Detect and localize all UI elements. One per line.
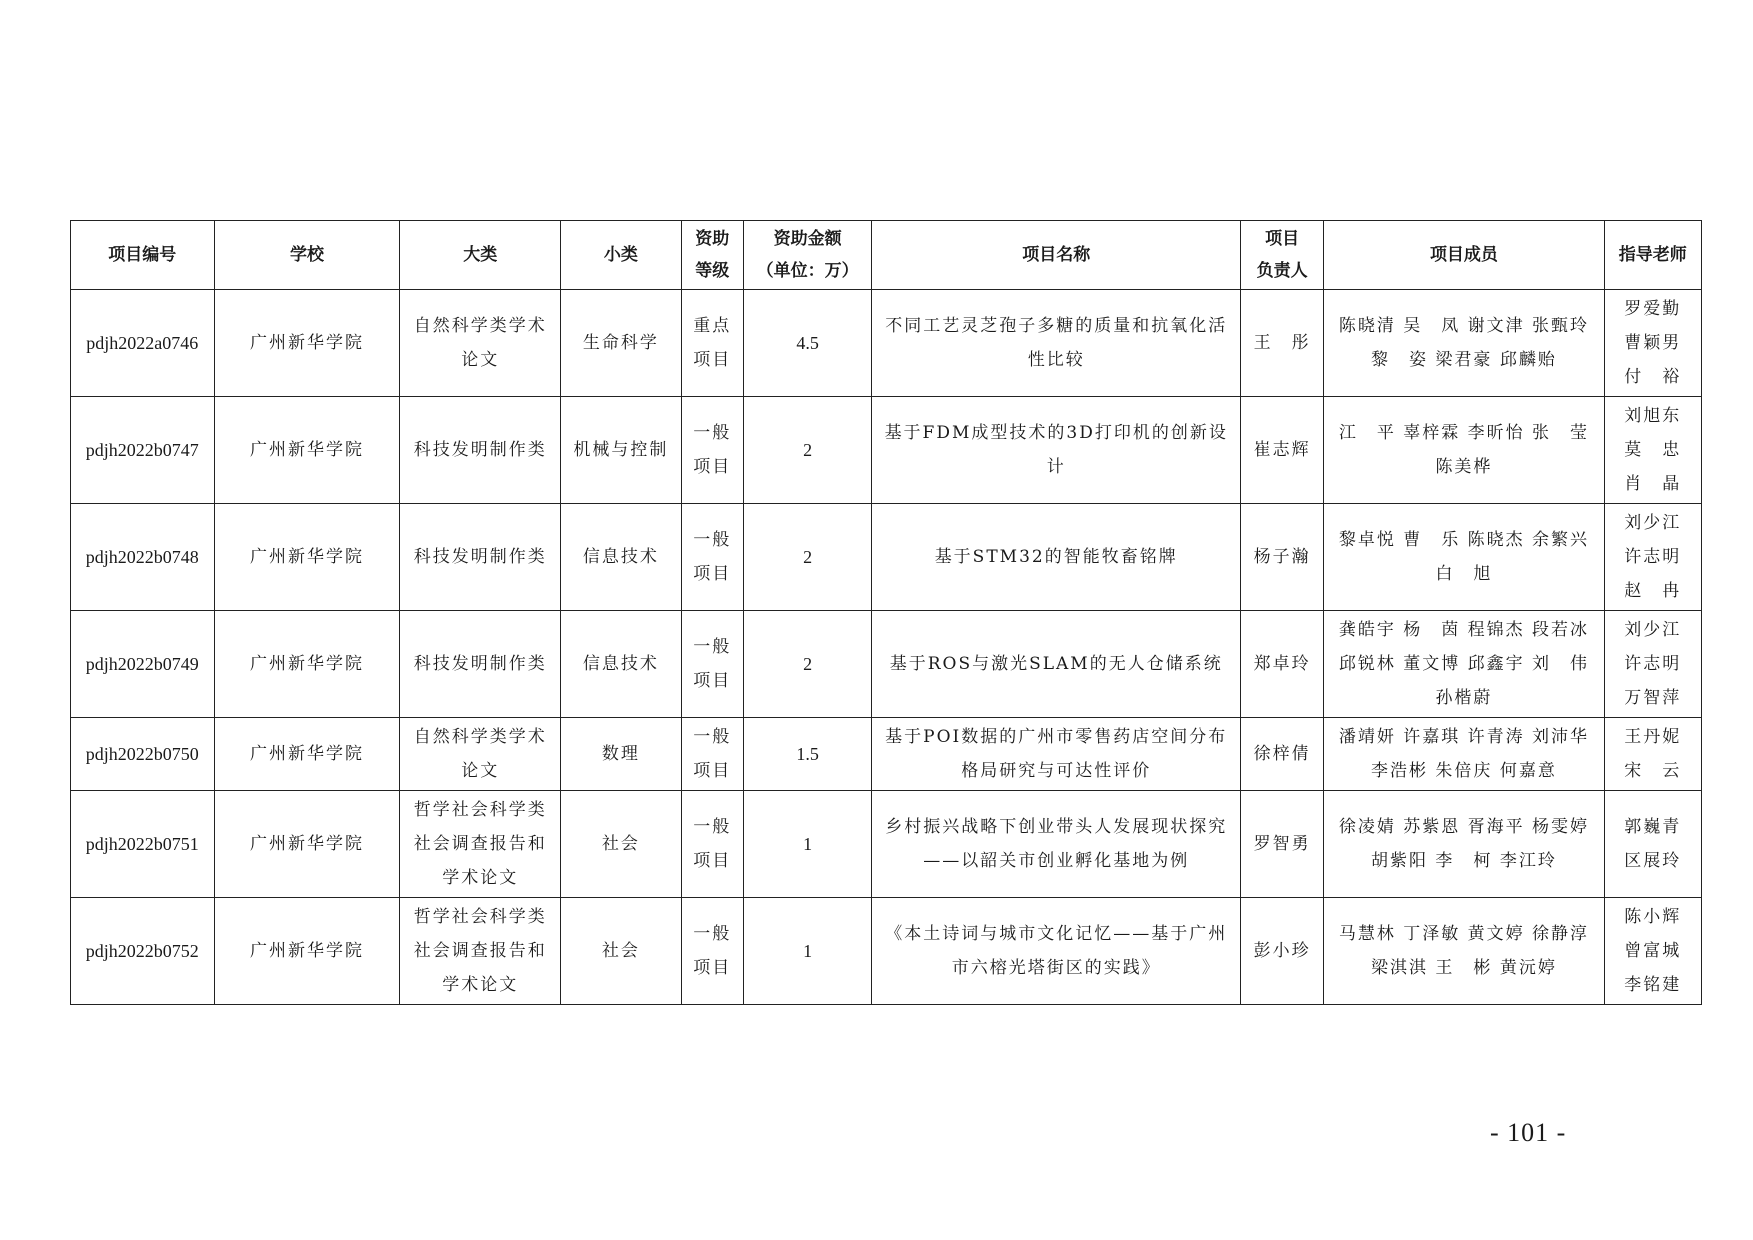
cell-line: 项目 bbox=[693, 761, 732, 781]
cell-line: 不同工艺灵芝孢子多糖的质量和抗氧化活 bbox=[885, 316, 1228, 336]
cell-subcategory: 生命科学 bbox=[561, 290, 682, 397]
cell-line: 科技发明制作类 bbox=[413, 654, 547, 674]
cell-amount: 2 bbox=[743, 397, 872, 504]
cell-subcategory: 社会 bbox=[561, 898, 682, 1005]
cell-school: 广州新华学院 bbox=[214, 504, 400, 611]
cell-leader: 郑卓玲 bbox=[1241, 611, 1324, 718]
cell-leader: 徐梓倩 bbox=[1241, 718, 1324, 791]
cell-line: 重点 bbox=[693, 316, 732, 336]
cell-category bbox=[400, 290, 561, 397]
cell-school: 广州新华学院 bbox=[214, 397, 400, 504]
header-line: 指导老师 bbox=[1618, 245, 1687, 265]
cell-line: 社会调查报告和 bbox=[413, 834, 547, 854]
cell-line: 徐凌婧 苏紫恩 胥海平 杨雯婷 bbox=[1338, 817, 1590, 837]
cell-line: 刘少江 bbox=[1624, 513, 1682, 533]
cell-line: 胡紫阳 李 柯 李江玲 bbox=[1371, 851, 1557, 871]
cell-line: 刘少江 bbox=[1624, 620, 1682, 640]
cell-line: 项目 bbox=[693, 564, 732, 584]
cell-category bbox=[400, 791, 561, 898]
cell-line: 潘靖妍 许嘉琪 许青涛 刘沛华 bbox=[1338, 727, 1590, 747]
cell-name bbox=[872, 718, 1241, 791]
cell-name bbox=[872, 791, 1241, 898]
cell-line: 自然科学类学术 bbox=[413, 727, 547, 747]
cell-line: 乡村振兴战略下创业带头人发展现状探究 bbox=[885, 817, 1228, 837]
header-level bbox=[681, 221, 743, 290]
header-id bbox=[71, 221, 215, 290]
cell-subcategory: 社会 bbox=[561, 791, 682, 898]
cell-level bbox=[681, 898, 743, 1005]
cell-line: 哲学社会科学类 bbox=[413, 907, 547, 927]
cell-line: 哲学社会科学类 bbox=[413, 800, 547, 820]
cell-name bbox=[872, 397, 1241, 504]
cell-id: pdjh2022b0752 bbox=[71, 898, 215, 1005]
cell-amount: 1 bbox=[743, 898, 872, 1005]
page-number: - 101 - bbox=[1490, 1118, 1567, 1147]
cell-members bbox=[1324, 898, 1604, 1005]
cell-name bbox=[872, 611, 1241, 718]
header-line: 资助 bbox=[695, 229, 730, 249]
cell-subcategory: 信息技术 bbox=[561, 504, 682, 611]
cell-amount: 2 bbox=[743, 504, 872, 611]
cell-line: 一般 bbox=[693, 530, 732, 550]
cell-advisors bbox=[1604, 397, 1701, 504]
header-line: 大类 bbox=[463, 245, 498, 265]
cell-level bbox=[681, 290, 743, 397]
cell-name bbox=[872, 898, 1241, 1005]
cell-line: 罗爱勤 bbox=[1624, 299, 1682, 319]
cell-line: 李铭建 bbox=[1624, 975, 1682, 995]
cell-line: 陈小辉 bbox=[1624, 907, 1682, 927]
cell-advisors bbox=[1604, 504, 1701, 611]
cell-id: pdjh2022a0746 bbox=[71, 290, 215, 397]
header-amount bbox=[743, 221, 872, 290]
cell-line: 市六榕光塔街区的实践》 bbox=[951, 958, 1161, 978]
cell-school: 广州新华学院 bbox=[214, 290, 400, 397]
cell-line: 黎 姿 梁君豪 邱麟贻 bbox=[1371, 350, 1557, 370]
cell-line: 宋 云 bbox=[1624, 761, 1682, 781]
cell-category bbox=[400, 504, 561, 611]
header-category bbox=[400, 221, 561, 290]
cell-leader: 彭小珍 bbox=[1241, 898, 1324, 1005]
cell-line: 一般 bbox=[693, 924, 732, 944]
cell-advisors bbox=[1604, 898, 1701, 1005]
header-line: 学校 bbox=[290, 245, 324, 265]
header-subcategory bbox=[561, 221, 682, 290]
cell-category bbox=[400, 611, 561, 718]
cell-amount: 2 bbox=[743, 611, 872, 718]
cell-line: 江 平 辜梓霖 李昕怡 张 莹 bbox=[1338, 423, 1590, 443]
header-line: 小类 bbox=[603, 245, 638, 265]
cell-line: 许志明 bbox=[1624, 547, 1682, 567]
cell-line: 科技发明制作类 bbox=[413, 547, 547, 567]
grant-table bbox=[70, 220, 1702, 1005]
table-header bbox=[71, 221, 1702, 290]
cell-school: 广州新华学院 bbox=[214, 611, 400, 718]
cell-line: 一般 bbox=[693, 727, 732, 747]
cell-line: 项目 bbox=[693, 350, 732, 370]
cell-line: 基于POI数据的广州市零售药店空间分布 bbox=[885, 727, 1228, 747]
cell-name bbox=[872, 290, 1241, 397]
cell-amount: 1 bbox=[743, 791, 872, 898]
header-name bbox=[872, 221, 1241, 290]
table-row bbox=[71, 791, 1702, 898]
cell-line: 基于STM32的智能牧畜铭牌 bbox=[934, 547, 1178, 567]
cell-line: 刘旭东 bbox=[1624, 406, 1682, 426]
cell-category bbox=[400, 718, 561, 791]
cell-line: 论文 bbox=[461, 761, 500, 781]
cell-line: 基于FDM成型技术的3D打印机的创新设计 bbox=[884, 423, 1228, 477]
cell-line: 自然科学类学术 bbox=[413, 316, 547, 336]
cell-category bbox=[400, 397, 561, 504]
cell-line: 梁淇淇 王 彬 黄沅婷 bbox=[1371, 958, 1557, 978]
cell-subcategory: 数理 bbox=[561, 718, 682, 791]
table-body bbox=[71, 290, 1702, 1005]
header-line: 负责人 bbox=[1256, 261, 1308, 281]
cell-line: 邱锐林 董文博 邱鑫宇 刘 伟 bbox=[1338, 654, 1590, 674]
cell-members bbox=[1324, 611, 1604, 718]
header-line: 项目名称 bbox=[1022, 245, 1091, 265]
header-school bbox=[214, 221, 400, 290]
header-line: 项目编号 bbox=[108, 245, 177, 265]
cell-id: pdjh2022b0749 bbox=[71, 611, 215, 718]
cell-leader: 杨子瀚 bbox=[1241, 504, 1324, 611]
cell-line: 一般 bbox=[693, 817, 732, 837]
cell-advisors bbox=[1604, 791, 1701, 898]
cell-line: 一般 bbox=[693, 637, 732, 657]
cell-leader: 罗智勇 bbox=[1241, 791, 1324, 898]
cell-line: 格局研究与可达性评价 bbox=[961, 761, 1152, 781]
header-line: 等级 bbox=[695, 261, 730, 281]
cell-line: 一般 bbox=[693, 423, 732, 443]
cell-line: 科技发明制作类 bbox=[413, 440, 547, 460]
header-line: （单位：万） bbox=[756, 261, 859, 281]
cell-line: 项目 bbox=[693, 958, 732, 978]
cell-line: 社会调查报告和 bbox=[413, 941, 547, 961]
cell-subcategory: 机械与控制 bbox=[561, 397, 682, 504]
table-row bbox=[71, 504, 1702, 611]
cell-leader: 王 彤 bbox=[1241, 290, 1324, 397]
header-line: 项目 bbox=[1265, 229, 1300, 249]
table-row bbox=[71, 397, 1702, 504]
cell-line: 许志明 bbox=[1624, 654, 1682, 674]
table-row bbox=[71, 611, 1702, 718]
cell-line: 性比较 bbox=[1027, 350, 1085, 370]
cell-line: 孙楷蔚 bbox=[1435, 688, 1493, 708]
cell-line: 曾富城 bbox=[1624, 941, 1682, 961]
cell-level bbox=[681, 397, 743, 504]
cell-category bbox=[400, 898, 561, 1005]
cell-members bbox=[1324, 504, 1604, 611]
cell-members bbox=[1324, 397, 1604, 504]
cell-line: 论文 bbox=[461, 350, 500, 370]
cell-level bbox=[681, 504, 743, 611]
cell-line: 郭巍青 bbox=[1624, 817, 1682, 837]
cell-members bbox=[1324, 791, 1604, 898]
cell-line: 区展玲 bbox=[1624, 851, 1682, 871]
header-advisors bbox=[1604, 221, 1701, 290]
cell-line: 李浩彬 朱倍庆 何嘉意 bbox=[1371, 761, 1557, 781]
cell-line: 王丹妮 bbox=[1624, 727, 1682, 747]
cell-advisors bbox=[1604, 611, 1701, 718]
cell-line: 《本土诗词与城市文化记忆——基于广州 bbox=[885, 924, 1228, 944]
cell-line: 肖 晶 bbox=[1624, 474, 1682, 494]
cell-id: pdjh2022b0750 bbox=[71, 718, 215, 791]
cell-advisors bbox=[1604, 718, 1701, 791]
cell-advisors bbox=[1604, 290, 1701, 397]
cell-line: 学术论文 bbox=[442, 975, 519, 995]
cell-name bbox=[872, 504, 1241, 611]
cell-line: 赵 冉 bbox=[1624, 581, 1682, 601]
cell-line: 马慧林 丁泽敏 黄文婷 徐静淳 bbox=[1338, 924, 1590, 944]
cell-line: 万智萍 bbox=[1624, 688, 1682, 708]
cell-amount: 1.5 bbox=[743, 718, 872, 791]
cell-line: 白 旭 bbox=[1435, 564, 1493, 584]
cell-amount: 4.5 bbox=[743, 290, 872, 397]
header-row bbox=[71, 221, 1702, 290]
cell-line: 陈美桦 bbox=[1435, 457, 1493, 477]
header-line: 资助金额 bbox=[773, 229, 842, 249]
cell-line: 项目 bbox=[693, 671, 732, 691]
cell-line: 付 裕 bbox=[1624, 367, 1682, 387]
cell-level bbox=[681, 791, 743, 898]
cell-line: 龚皓宇 杨 茵 程锦杰 段若冰 bbox=[1338, 620, 1590, 640]
cell-line: 项目 bbox=[693, 457, 732, 477]
cell-line: 陈晓清 吴 凤 谢文津 张甄玲 bbox=[1338, 316, 1590, 336]
cell-members bbox=[1324, 718, 1604, 791]
cell-school: 广州新华学院 bbox=[214, 791, 400, 898]
cell-subcategory: 信息技术 bbox=[561, 611, 682, 718]
cell-level bbox=[681, 718, 743, 791]
cell-id: pdjh2022b0747 bbox=[71, 397, 215, 504]
cell-line: 学术论文 bbox=[442, 868, 519, 888]
cell-level bbox=[681, 611, 743, 718]
cell-school: 广州新华学院 bbox=[214, 898, 400, 1005]
cell-line: 黎卓悦 曹 乐 陈晓杰 余繁兴 bbox=[1338, 530, 1590, 550]
table-row bbox=[71, 290, 1702, 397]
cell-leader: 崔志辉 bbox=[1241, 397, 1324, 504]
header-members bbox=[1324, 221, 1604, 290]
cell-line: 曹颖男 bbox=[1624, 333, 1682, 353]
cell-line: 基于ROS与激光SLAM的无人仓储系统 bbox=[889, 654, 1223, 674]
cell-id: pdjh2022b0751 bbox=[71, 791, 215, 898]
header-line: 项目成员 bbox=[1429, 245, 1498, 265]
cell-line: 项目 bbox=[693, 851, 732, 871]
table-row bbox=[71, 898, 1702, 1005]
cell-line: ——以韶关市创业孵化基地为例 bbox=[923, 851, 1190, 871]
cell-school: 广州新华学院 bbox=[214, 718, 400, 791]
table-row bbox=[71, 718, 1702, 791]
cell-line: 莫 忠 bbox=[1624, 440, 1682, 460]
cell-members bbox=[1324, 290, 1604, 397]
cell-id: pdjh2022b0748 bbox=[71, 504, 215, 611]
header-leader bbox=[1241, 221, 1324, 290]
